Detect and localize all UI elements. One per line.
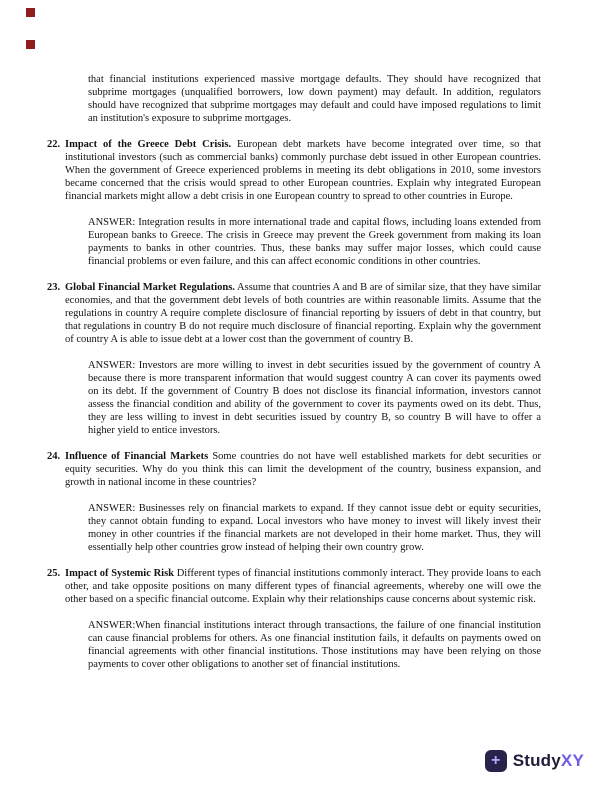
studyxy-watermark <box>485 750 584 772</box>
red-marker-top <box>26 8 35 17</box>
question-title: Impact of Systemic Risk <box>65 568 174 579</box>
answer-23: ANSWER: Investors are more willing to invest in debt securities issued by the government of country A because there is more transparent information that would suggest country A can cover its payments owed on its debt. If the government of Country B does not disclose its financial information, investors cannot assess the financial condition and ability of the government to cover its payments owed on its debt. Thus, they are less willing to invest in debt securities issued by country B, so country B will have to offer a higher yield to entice investors. <box>88 360 541 436</box>
answer-25: ANSWER:When financial institutions interact through transactions, the failure of one financial institution can cause financial problems for others. As one financial institution fails, it defaults on payments owed on financial agreements with other financial institutions. Those institutions may have been relying on those payments to cover other obligations to another set of financial institutions. <box>88 620 541 670</box>
brand-text <box>513 751 584 771</box>
question-text: Some countries do not have well established markets for debt securities or equity securities. Why do you think this can limit the development of the country, business expansion, and growth in national income in these countries? <box>65 451 541 488</box>
page-content <box>47 73 541 671</box>
question-number: 22. <box>47 139 61 150</box>
answer-24: ANSWER: Businesses rely on financial markets to expand. If they cannot issue debt or equity securities, they cannot obtain funding to expand. Local investors who have money to invest will likely invest their money in other countries if the financial markets are not developed in their home market. Thus, they will essentially help other countries grow instead of helping their own country grow. <box>88 503 541 553</box>
question-22 <box>47 138 541 203</box>
question-text: European debt markets have become integrated over time, so that institutional investors (such as commercial banks) commonly purchase debt issued in other European countries. When the government of Greece experienced problems in meeting its debt obligations in 2010, some investors became concerned that the crisis would spread to other European countries. Explain why integrated European financial markets might allow a debt crisis in one European country to spread to other countries in Europe. <box>65 139 542 202</box>
question-title: Impact of the Greece Debt Crisis. <box>65 139 232 150</box>
plus-icon: + <box>485 750 507 772</box>
question-text: Assume that countries A and B are of similar size, that they have similar economies, and that the government debt levels of both countries are within reasonable limits. Assume that the regulations in country A require complete disclosure of financial reporting by issuers of debt in that country, but that regulations in country B do not require much disclosure of financial reporting. Explain why the government of country A is able to issue debt at a lower cost than the government of country B. <box>65 282 541 345</box>
question-25 <box>47 567 541 606</box>
continuation-paragraph: that financial institutions experienced massive mortgage defaults. They should have recognized that subprime mortgages (unqualified borrowers, low down payment) may default. In addition, regulators should have recognized that subprime mortgages may default and could have imposed regulations to limit an institution's exposure to subprime mortgages. <box>88 74 541 124</box>
question-24 <box>47 450 541 489</box>
question-number: 23. <box>47 282 61 293</box>
red-marker-second <box>26 40 35 49</box>
question-title: Influence of Financial Markets <box>65 451 209 462</box>
question-title: Global Financial Market Regulations. <box>65 282 235 293</box>
question-text: Different types of financial institutions commonly interact. They provide loans to each other, and take opposite positions on many different types of financial agreements, whereby one will owe the other based on a specific financial outcome. Explain why their relationships cause concerns about systemic risk. <box>65 568 541 605</box>
brand-xy: XY <box>560 751 584 770</box>
answer-22: ANSWER: Integration results in more international trade and capital flows, including loans extended from European banks to Greece. The crisis in Greece may prevent the Greek government from making its loan payments to banks in other countries. Thus, these banks may suffer major losses, which could cause financial problems or even failure, and this can affect economic conditions in other countries. <box>88 217 541 267</box>
question-23 <box>47 281 541 346</box>
question-number: 25. <box>47 568 61 579</box>
brand-study: Study <box>512 751 561 770</box>
question-number: 24. <box>47 451 61 462</box>
